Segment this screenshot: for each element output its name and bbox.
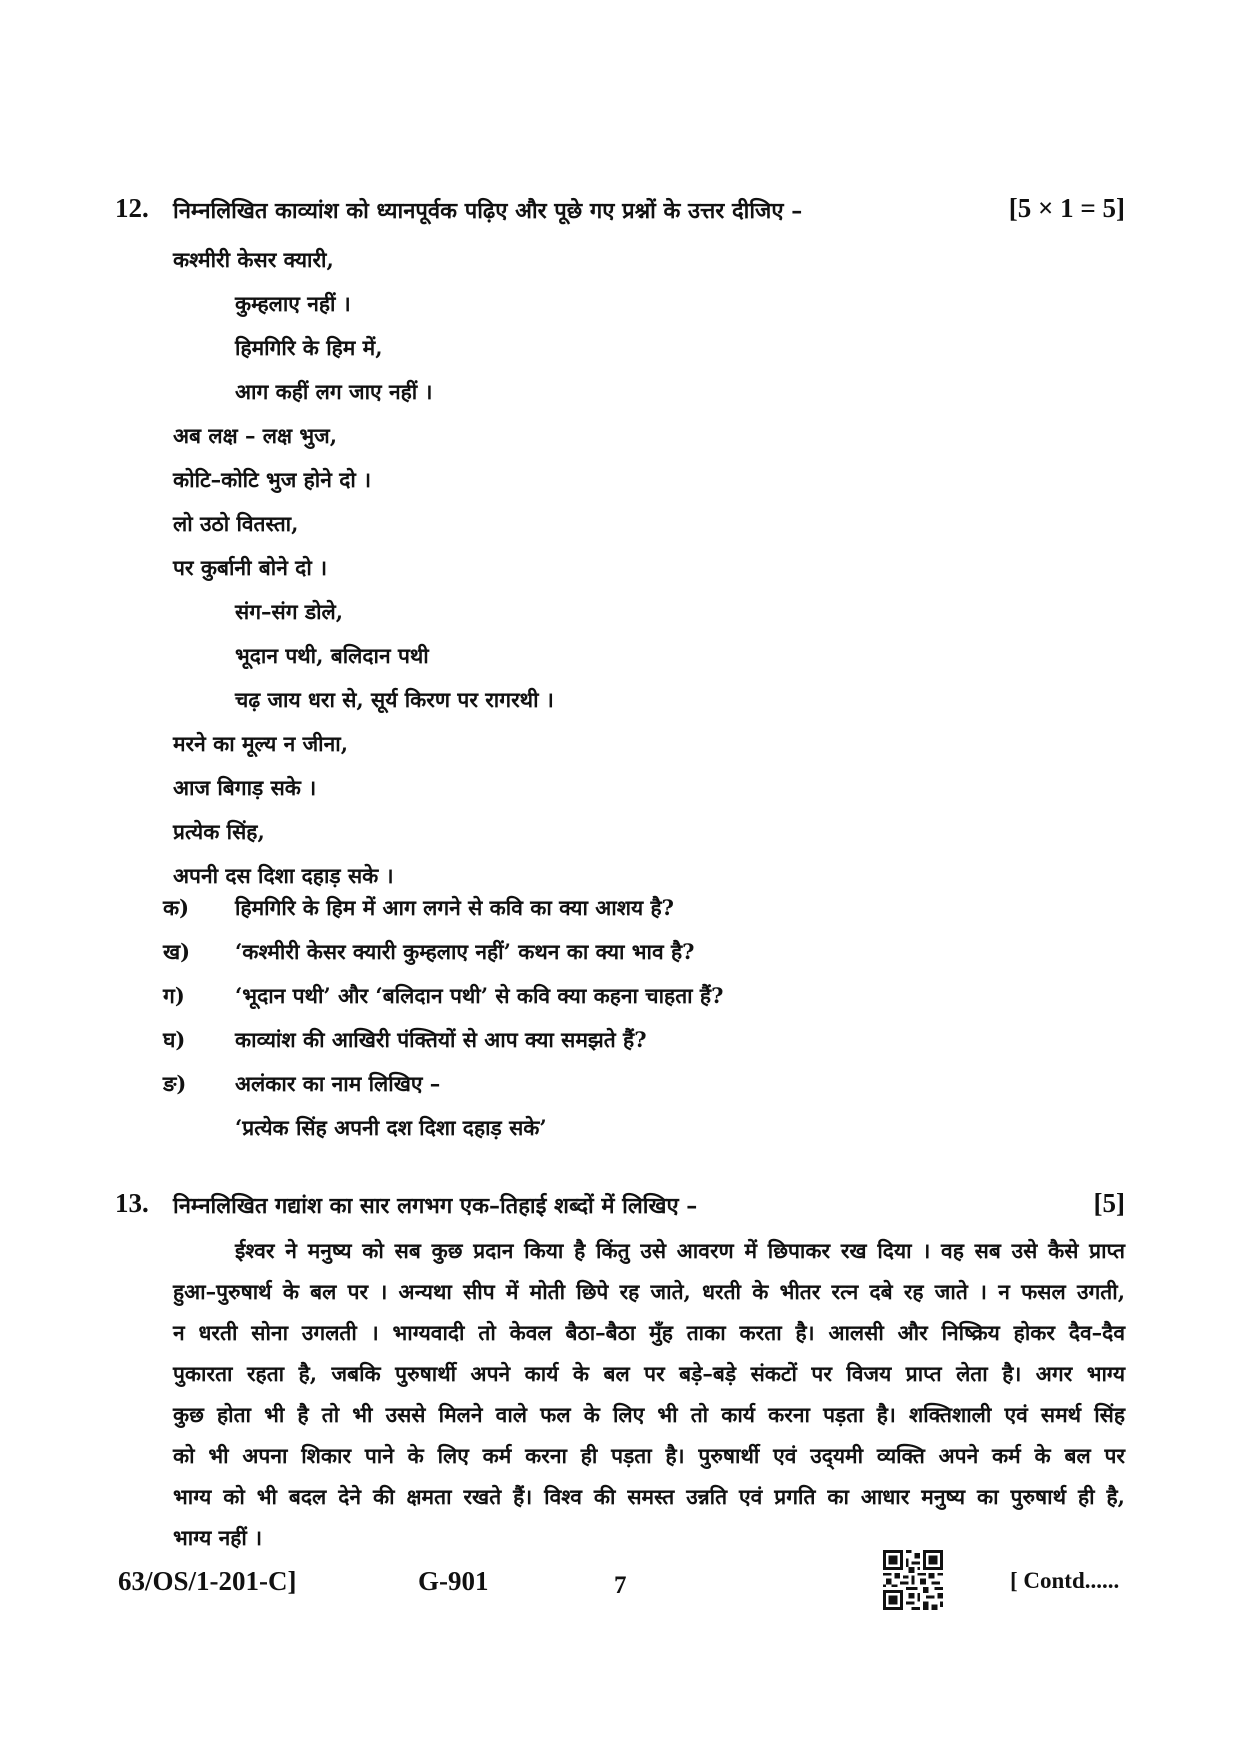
- prose-passage: [173, 1230, 1125, 1558]
- passage-line: भाग्य को भी बदल देने की क्षमता रखते हैं। विश्व की समस्त उन्नति एवं प्रगति का आधार मनुष्य का पुरुषार्थ ही है,: [173, 1484, 1125, 1509]
- page-number: 7: [614, 1572, 627, 1599]
- question-13-number: 13.: [115, 1188, 149, 1218]
- passage-line: भाग्य नहीं ।: [173, 1525, 263, 1550]
- subquestion-label: क): [163, 895, 190, 920]
- subquestion-ga: [163, 974, 1063, 1018]
- poem-line: संग–संग डोले,: [235, 599, 344, 624]
- subquestion-text: ‘भूदान पथी’ और ‘बलिदान पथी’ से कवि क्या कहना चाहता हैं?: [235, 983, 724, 1008]
- question-13-header: [115, 1188, 1125, 1222]
- passage-line: पुकारता रहता है, जबकि पुरुषार्थी अपने कार्य के बल पर बड़े–बड़े संकटों पर विजय प्राप्त लेता है। अगर भाग्य: [173, 1361, 1125, 1386]
- subquestion-ka: [163, 886, 1063, 930]
- poem-line: कश्मीरी केसर क्यारी,: [173, 247, 334, 272]
- question-12-subquestions: [163, 886, 1063, 1150]
- subquestion-nga: [163, 1062, 1063, 1106]
- paper-code: 63/OS/1-201-C]: [118, 1566, 297, 1596]
- subquestion-text: हिमगिरि के हिम में आग लगने से कवि का क्या आशय है?: [235, 895, 674, 920]
- question-13-marks: [5]: [1093, 1188, 1125, 1218]
- subquestion-gha: [163, 1018, 1063, 1062]
- passage-line: न धरती सोना उगलती । भाग्यवादी तो केवल बैठा–बैठा मुँह ताका करता है। आलसी और निष्क्रिय होकर दैव–दैव: [173, 1320, 1125, 1345]
- question-12-header: [115, 193, 1125, 227]
- question-12-number: 12.: [115, 193, 149, 223]
- poem-line: कुम्हलाए नहीं ।: [235, 291, 351, 316]
- poem-block: [173, 238, 1073, 898]
- poem-line: भूदान पथी, बलिदान पथी: [235, 643, 429, 668]
- subquestion-label: ग): [163, 983, 185, 1008]
- poem-line: आज बिगाड़ सके ।: [173, 775, 317, 800]
- passage-line: ईश्वर ने मनुष्य को सब कुछ प्रदान किया है किंतु उसे आवरण में छिपाकर रख दिया । वह सब उसे कैसे प्राप्त: [235, 1238, 1125, 1263]
- poem-line: लो उठो वितस्ता,: [173, 511, 299, 536]
- poem-line: अब लक्ष – लक्ष भुज,: [173, 423, 338, 448]
- subquestion-text: अलंकार का नाम लिखिए –: [235, 1071, 441, 1096]
- poem-line: पर कुर्बानी बोने दो ।: [173, 555, 328, 580]
- subquestion-label: घ): [163, 1027, 186, 1052]
- poem-line: चढ़ जाय धरा से, सूर्य किरण पर रागरथी ।: [235, 687, 554, 712]
- subquestion-label: ङ): [163, 1071, 187, 1096]
- poem-line: आग कहीं लग जाए नहीं ।: [235, 379, 433, 404]
- question-13-instruction: निम्नलिखित गद्यांश का सार लगभग एक–तिहाई शब्दों में लिखिए –: [173, 1193, 698, 1219]
- subquestion-quote: [163, 1106, 1063, 1150]
- subquestion-label: ख): [163, 939, 191, 964]
- poem-line: हिमगिरि के हिम में,: [235, 335, 383, 360]
- passage-line: हुआ–पुरुषार्थ के बल पर । अन्यथा सीप में मोती छिपे रह जाते, धरती के भीतर रत्न दबे रह जाते । न फसल उगती,: [173, 1279, 1125, 1304]
- poem-line: प्रत्येक सिंह,: [173, 819, 265, 844]
- question-12-instruction: निम्नलिखित काव्यांश को ध्यानपूर्वक पढ़िए और पूछे गए प्रश्नों के उत्तर दीजिए –: [173, 198, 803, 224]
- qr-code-icon: [883, 1550, 943, 1610]
- continued-label: [ Contd......: [1010, 1568, 1120, 1593]
- passage-line: को भी अपना शिकार पाने के लिए कर्म करना ही पड़ता है। पुरुषार्थी एवं उद्‌यमी व्यक्ति अपने कर्म के बल पर: [173, 1443, 1125, 1468]
- subquestion-quote-text: ‘प्रत्येक सिंह अपनी दश दिशा दहाड़ सके’: [235, 1115, 547, 1140]
- poem-line: कोटि–कोटि भुज होने दो ।: [173, 467, 372, 492]
- subquestion-kha: [163, 930, 1063, 974]
- subquestion-text: ‘कश्मीरी केसर क्यारी कुम्हलाए नहीं’ कथन का क्या भाव है?: [235, 939, 695, 964]
- passage-line: कुछ होता भी है तो भी उससे मिलने वाले फल के लिए भी तो कार्य करना पड़ता है। शक्तिशाली एवं समर्थ सिंह: [173, 1402, 1125, 1427]
- subquestion-text: काव्यांश की आखिरी पंक्तियों से आप क्या समझते हैं?: [235, 1027, 647, 1052]
- question-12-marks: [5 × 1 = 5]: [1008, 193, 1125, 223]
- paper-set: G-901: [418, 1566, 489, 1596]
- poem-line: मरने का मूल्य न जीना,: [173, 731, 349, 756]
- poem-line: अपनी दस दिशा दहाड़ सके ।: [173, 863, 394, 888]
